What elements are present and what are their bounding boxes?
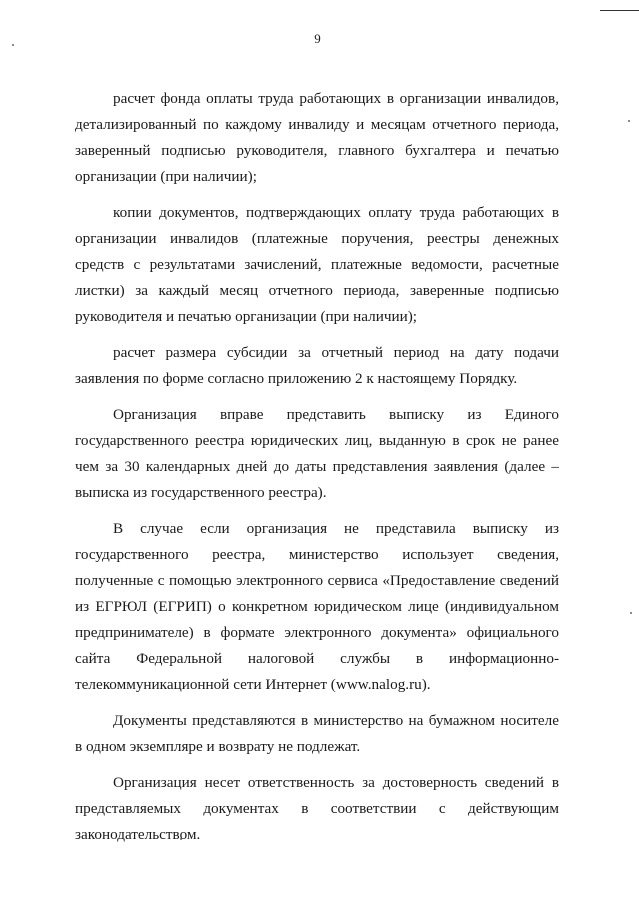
paragraph-paper-submission: Документы представляются в министерство на бумажном носителе в одном экземпляре и возврату не подлежат. [75, 712, 559, 755]
paragraph-subsidy-calculation: расчет размера субсидии за отчетный период на дату подачи заявления по форме согласно приложению 2 к настоящему Порядку. [75, 344, 559, 387]
scan-edge-mark [600, 10, 639, 11]
paragraph-payroll-calculation: расчет фонда оплаты труда работающих в организации инвалидов, детализированный по каждому инвалиду и месяцам отчетного периода, заверенный подписью руководителя, главного бухгалтера и печатью организации (при наличии); [75, 90, 559, 185]
scan-speck [628, 120, 630, 122]
paragraph-payment-documents: копии документов, подтверждающих оплату труда работающих в организации инвалидов (платежные поручения, реестры денежных средств с результатами зачислений, платежные ведомости, расчетные листки) за каждый месяц отчетного периода, заверенные подписью руководителя и печатью организации (при наличии); [75, 204, 559, 325]
page-number: 9 [314, 31, 321, 46]
paragraph-registry-extract: Организация вправе представить выписку из Единого государственного реестра юридических лиц, выданную в срок не ранее чем за 30 календарных дней до даты представления заявления (далее – выписка из государственного реестра). [75, 406, 559, 501]
paragraph-ministry-service: В случае если организация не представила выписку из государственного реестра, министерство использует сведения, полученные с помощью электронного сервиса «Предоставление сведений из ЕГРЮЛ (ЕГРИП) о конкретном юридическом лице (индивидуальном предпринимателе) в формате электронного документа» официального сайта Федеральной налоговой службы в информационно-телекоммуникационной сети Интернет (www.nalog.ru). [75, 520, 559, 693]
paragraph-responsibility: Организация несет ответственность за достоверность сведений в представляемых документах в соответствии с действующим законодательством. [75, 774, 559, 843]
document-body [75, 86, 559, 858]
scan-speck [630, 612, 632, 614]
